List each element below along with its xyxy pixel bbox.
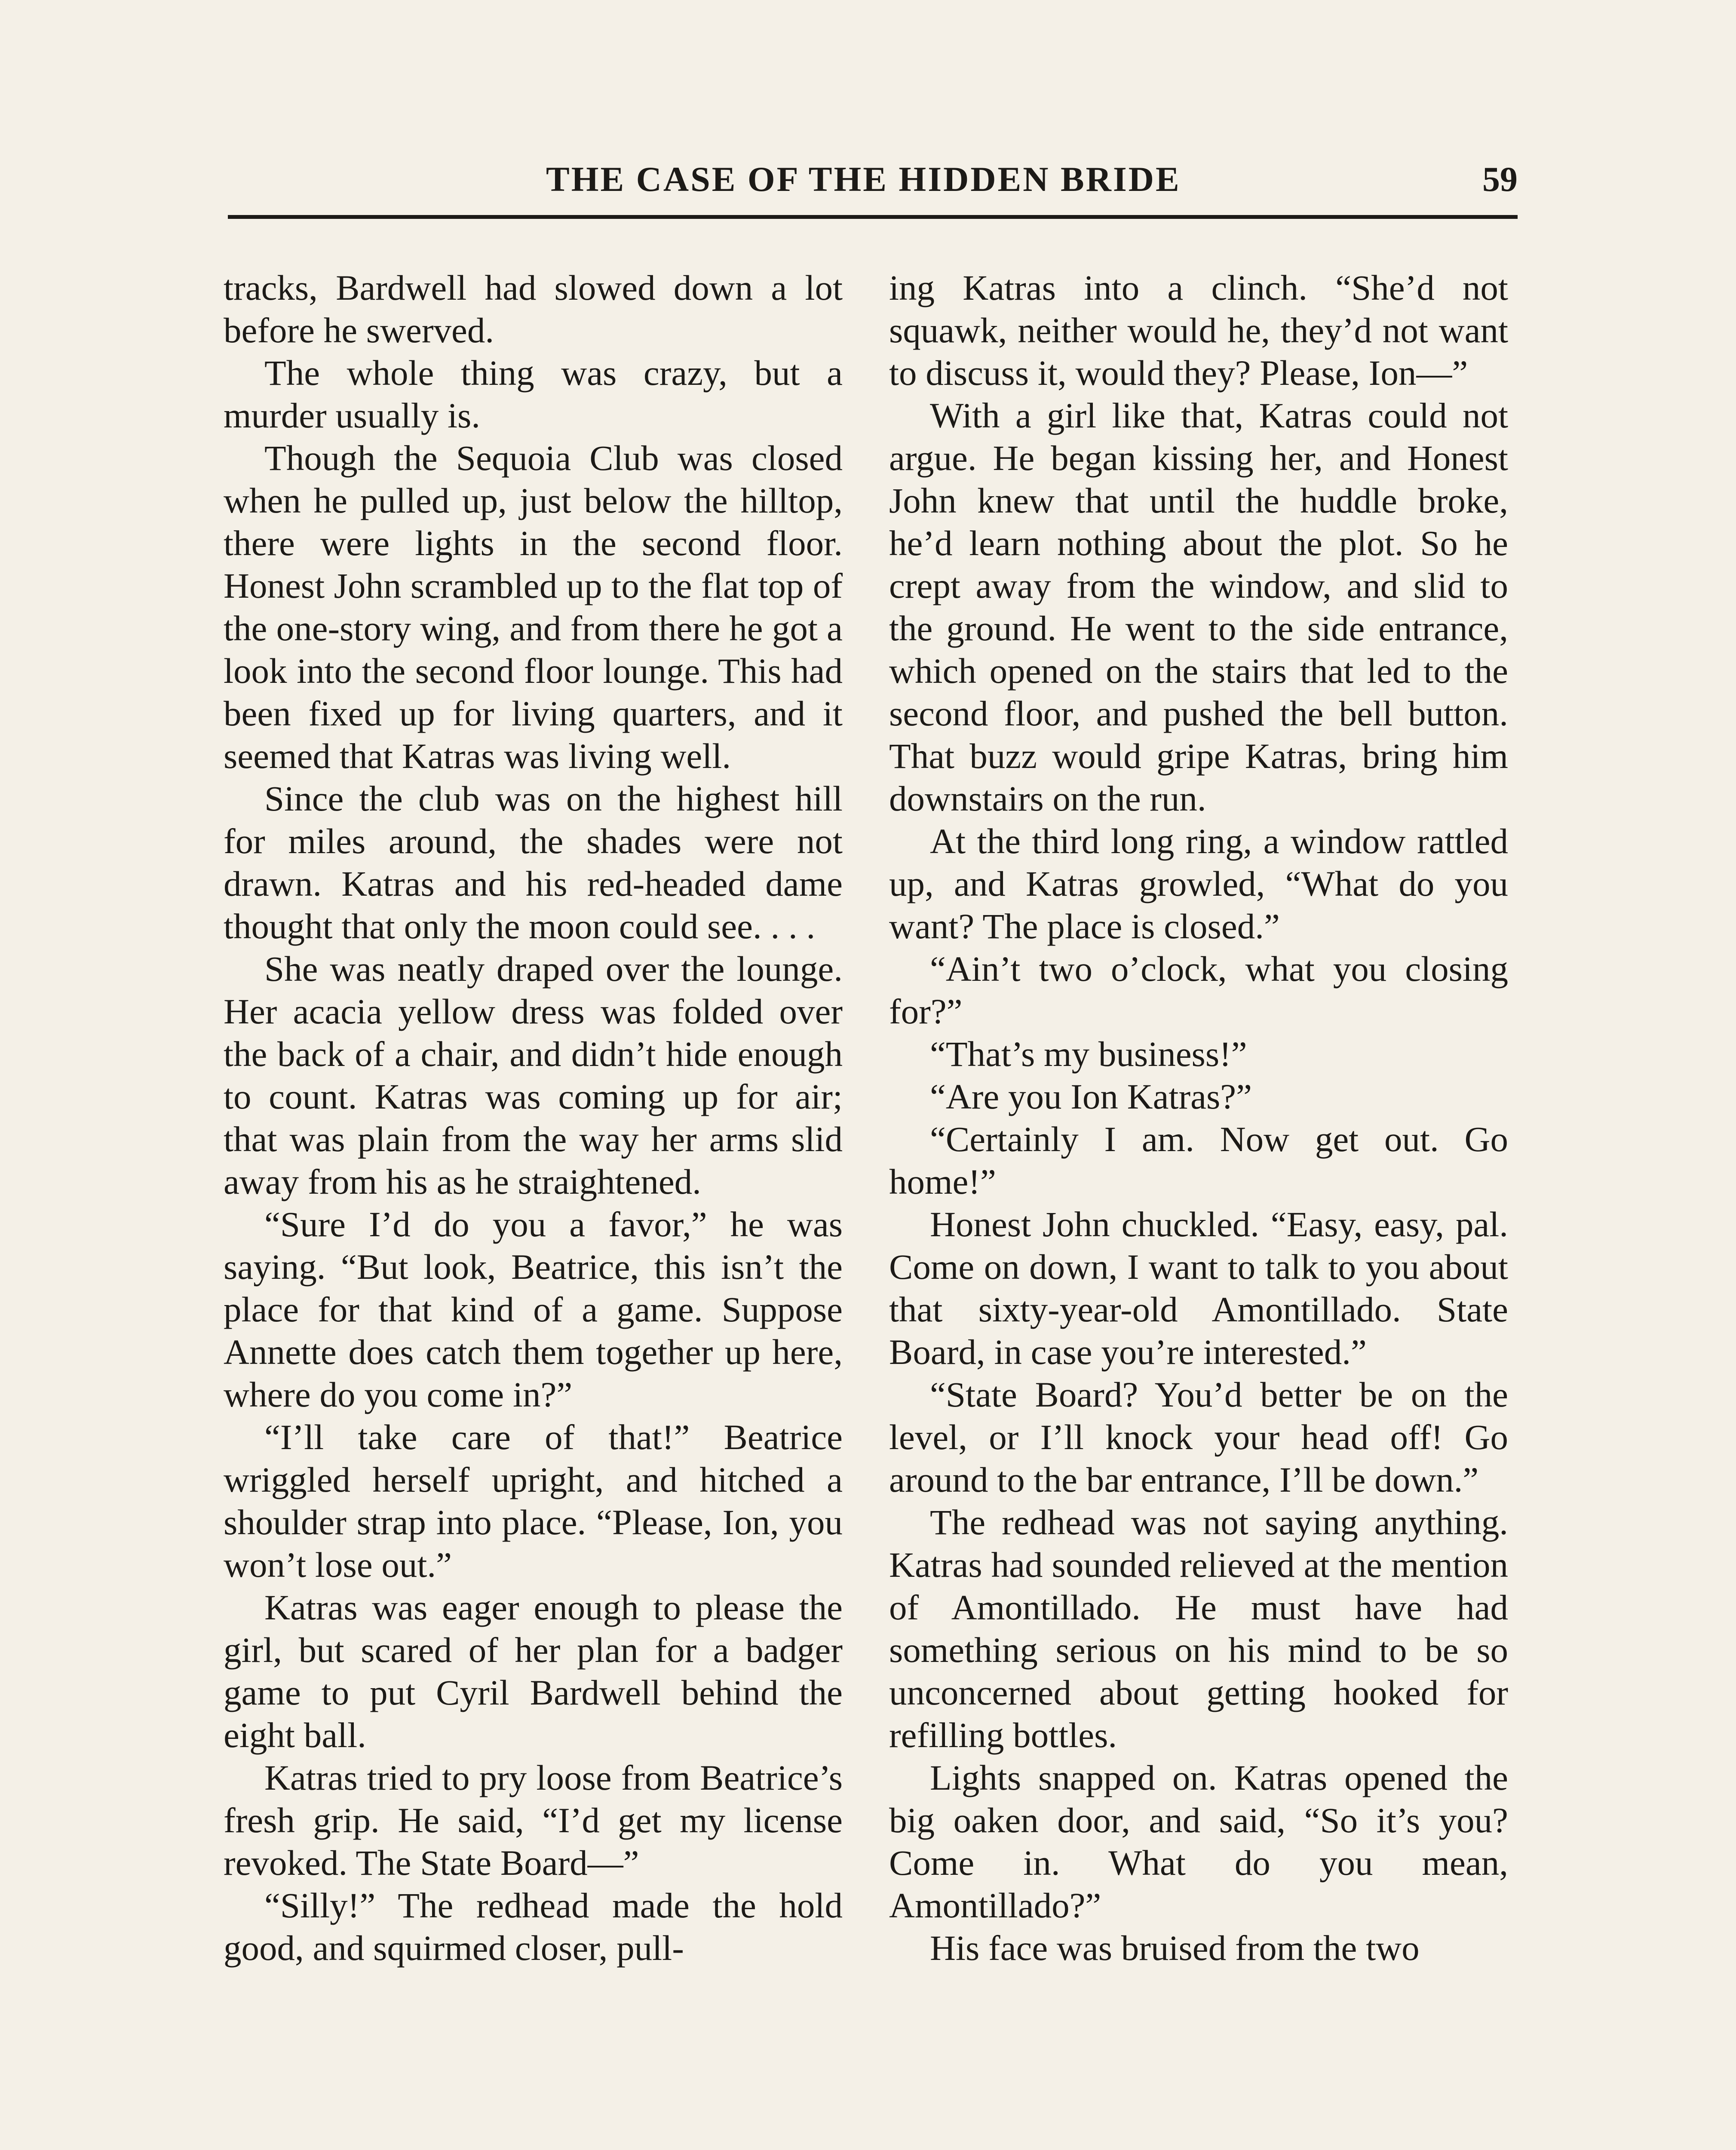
running-head — [228, 159, 1518, 215]
paragraph: “Sure I’d do you a favor,” he was saying. “But look, Beatrice, this isn’t the place for that kind of a game. Suppose Annette does catch them together up here, where do you come in?” — [224, 1204, 843, 1414]
header-rule — [228, 215, 1518, 219]
paragraph: “Are you Ion Katras?” — [930, 1077, 1252, 1116]
paragraph: “Silly!” The redhead made the hold good, and squirmed closer, pull- — [224, 1886, 843, 1968]
paragraph: She was neatly draped over the lounge. Her acacia yellow dress was folded over the back of a chair, and didn’t hide enough to count. Katras was coming up for air; that was plain from the way her arms slid away from his as he straightened. — [224, 949, 843, 1201]
paragraph: His face was bruised from the two — [930, 1928, 1420, 1968]
paragraph: “State Board? You’d better be on the level, or I’ll knock your head off! Go around to the bar entrance, I’ll be down.” — [889, 1375, 1508, 1499]
paragraph: ing Katras into a clinch. “She’d not squawk, neither would he, they’d not want to discuss it, would they? Please, Ion—” — [889, 268, 1508, 393]
paragraph: With a girl like that, Katras could not argue. He began kissing her, and Honest John knew that until the huddle broke, he’d learn nothing about the plot. So he crept away from the window, and slid to the ground. He went to the side entrance, which opened on the stairs that led to the second floor, and pushed the bell button. That buzz would gripe Katras, bring him downstairs on the run. — [889, 396, 1508, 818]
paragraph: “That’s my business!” — [930, 1034, 1247, 1074]
paragraph: Katras was eager enough to please the girl, but scared of her plan for a badger game to put Cyril Bardwell behind the eight ball. — [224, 1588, 843, 1755]
paragraph: “Ain’t two o’clock, what you closing for?” — [889, 949, 1508, 1031]
right-column — [889, 267, 1508, 1969]
paragraph: The redhead was not saying anything. Katras had sounded relieved at the mention of Amontillado. He must have had something serious on his mind to be so unconcerned about getting hooked for refilling bottles. — [889, 1502, 1508, 1755]
paragraph: Though the Sequoia Club was closed when he pulled up, just below the hilltop, there were lights in the second floor. Honest John scrambled up to the flat top of the one-story wing, and from there he got a look into the second floor lounge. This had been fixed up for living quarters, and it seemed that Katras was living well. — [224, 438, 843, 776]
page-number: 59 — [1482, 160, 1518, 199]
paragraph: “Certainly I am. Now get out. Go home!” — [889, 1119, 1508, 1201]
paragraph: Katras tried to pry loose from Beatrice’s fresh grip. He said, “I’d get my license revoked. The State Board—” — [224, 1758, 843, 1883]
paragraph: Since the club was on the highest hill for miles around, the shades were not drawn. Katras and his red-headed dame thought that only the moon could see. . . . — [224, 779, 843, 946]
paragraph: tracks, Bardwell had slowed down a lot before he swerved. — [224, 268, 843, 350]
paragraph: At the third long ring, a window rattled up, and Katras growled, “What do you want? The place is closed.” — [889, 821, 1508, 946]
paragraph: Honest John chuckled. “Easy, easy, pal. Come on down, I want to talk to you about that sixty-year-old Amontillado. State Board, in case you’re interested.” — [889, 1204, 1508, 1372]
paragraph: The whole thing was crazy, but a murder usually is. — [224, 353, 843, 435]
paragraph: Lights snapped on. Katras opened the big oaken door, and said, “So it’s you? Come in. What do you mean, Amontillado?” — [889, 1758, 1508, 1925]
left-column — [224, 267, 843, 1969]
paragraph: “I’ll take care of that!” Beatrice wriggled herself upright, and hitched a shoulder strap into place. “Please, Ion, you won’t lose out.” — [224, 1417, 843, 1585]
running-title: THE CASE OF THE HIDDEN BRIDE — [546, 160, 1181, 199]
